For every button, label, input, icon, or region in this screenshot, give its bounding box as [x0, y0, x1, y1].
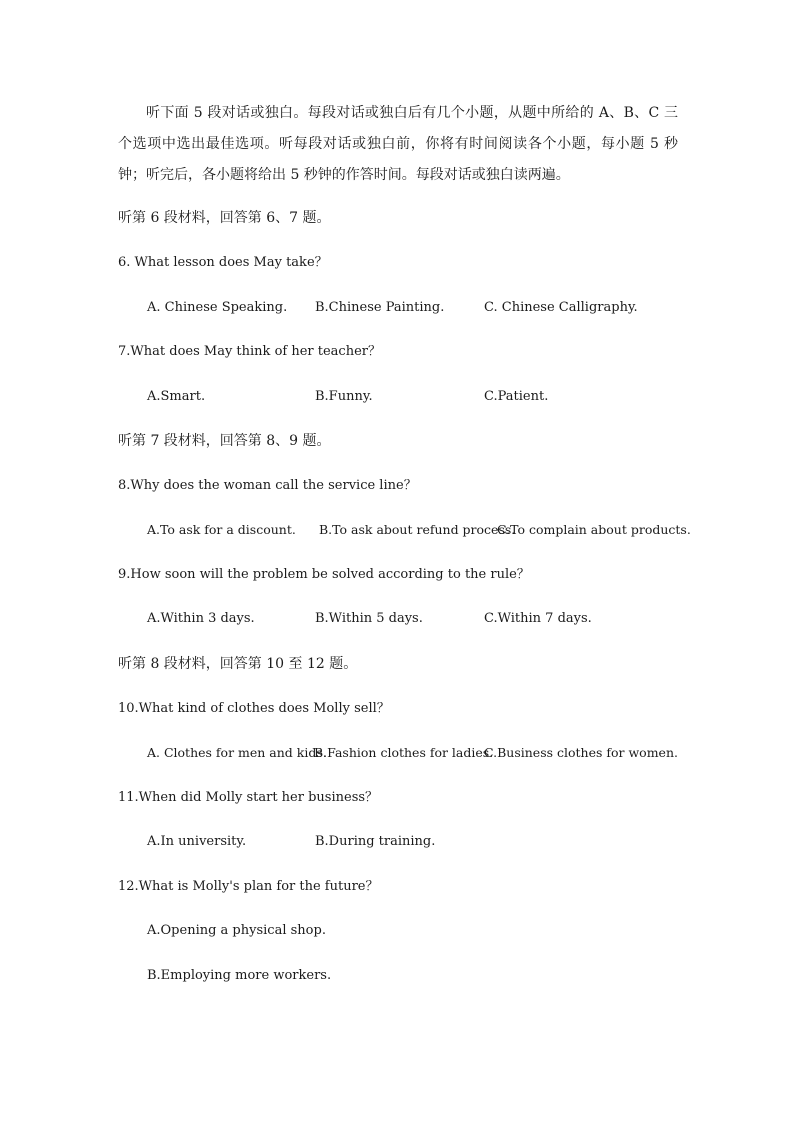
question-8-options [147, 520, 707, 540]
option-a: A.In university. [147, 834, 247, 849]
question-11-options [147, 832, 707, 852]
question-7: 7.What does May think of her teacher？ [118, 344, 381, 359]
option-c: C.To complain about products. [497, 522, 691, 537]
question-9-options [147, 609, 707, 629]
question-9: 9.How soon will the problem be solved according to the rule？ [118, 567, 530, 582]
option-c: C.Business clothes for women. [484, 745, 678, 760]
option-a: A. Chinese Speaking. [147, 300, 288, 315]
option-c: C.Patient. [484, 389, 549, 404]
option-a: A.To ask for a discount. [147, 522, 296, 537]
question-11: 11.When did Molly start her business？ [118, 790, 379, 805]
option-b: B.Chinese Painting. [315, 300, 445, 315]
question-7-options [147, 387, 707, 407]
option-a: A. Clothes for men and kids. [147, 745, 327, 760]
instructions-paragraph: 听下面 5 段对话或独白。每段对话或独白后有几个小题，从题中所给的 A、B、C 三个选项中选出最佳选项。听每段对话或独白前，你将有时间阅读各个小题，每小题 5 秒钟；听完后，各小题将给出 5 秒钟的作答时间。每段对话或独白读两遍。 [118, 105, 678, 183]
question-10-options [147, 743, 707, 763]
option-b: B.Funny. [315, 389, 373, 404]
option-b: B.Within 5 days. [315, 611, 423, 626]
section-heading-6: 听第 6 段材料，回答第 6、7 题。 [118, 210, 331, 226]
question-6: 6. What lesson does May take？ [118, 255, 328, 270]
question-8: 8.Why does the woman call the service line？ [118, 478, 417, 493]
option-b: B.During training. [315, 834, 436, 849]
question-12-option-a-row [147, 921, 707, 941]
option-a: A.Smart. [147, 389, 206, 404]
option-b: B.Fashion clothes for ladies. [314, 745, 494, 760]
option-c: C.Within 7 days. [484, 611, 592, 626]
question-6-options [147, 298, 707, 318]
option-a: A.Opening a physical shop. [147, 923, 326, 938]
option-b: B.To ask about refund process. [319, 522, 516, 537]
question-12: 12.What is Molly's plan for the future？ [118, 879, 379, 894]
section-heading-8: 听第 8 段材料，回答第 10 至 12 题。 [118, 656, 358, 672]
question-12-option-b-row [147, 966, 707, 986]
option-a: A.Within 3 days. [147, 611, 255, 626]
option-b: B.Employing more workers. [147, 968, 332, 983]
option-c: C. Chinese Calligraphy. [484, 300, 638, 315]
section-heading-7: 听第 7 段材料，回答第 8、9 题。 [118, 433, 331, 449]
question-10: 10.What kind of clothes does Molly sell？ [118, 701, 390, 716]
